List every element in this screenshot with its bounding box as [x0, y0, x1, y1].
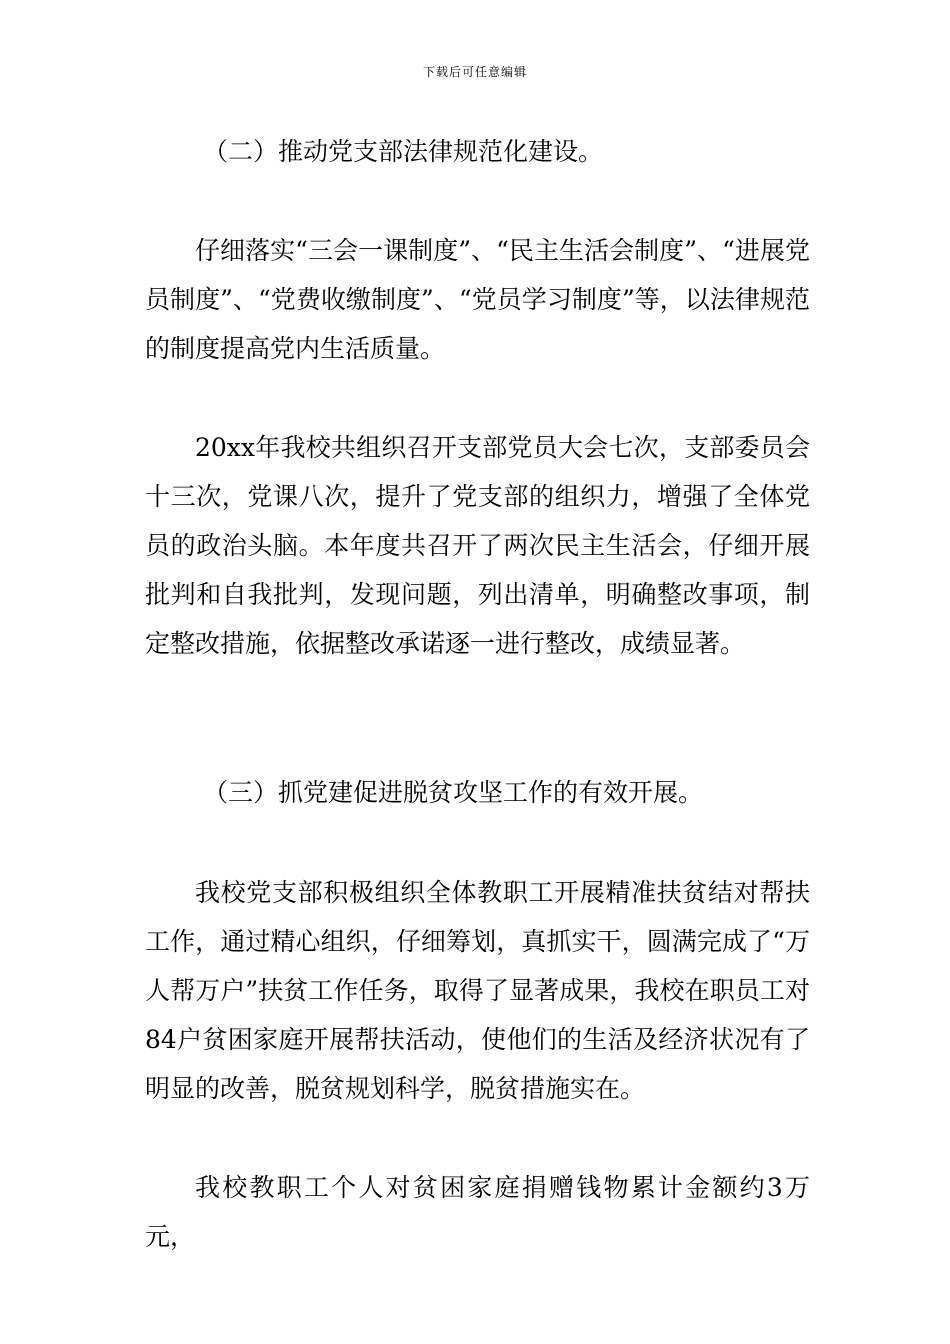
- section-heading-3: （三）抓党建促进脱贫攻坚工作的有效开展。: [203, 778, 704, 807]
- paragraph-donations: 我校教职工个人对贫困家庭捐赠钱物累计金额约3万元，: [145, 1173, 810, 1251]
- page-header: 下载后可任意编辑: [422, 65, 527, 79]
- paragraph-meetings-summary: 20xx年我校共组织召开支部党员大会七次，支部委员会十三次，党课八次，提升了党支部的组织力，增强了全体党员的政治头脑。本年度共召开了两次民主生活会，仔细开展批判和自我批判，发现问题，列出清单，明确整改事项，制定整改措施，依据整改承诺逐一进行整改，成绩显著。: [145, 433, 810, 658]
- paragraph-poverty-alleviation: 我校党支部积极组织全体教职工开展精准扶贫结对帮扶工作，通过精心组织，仔细筹划，真抓实干，圆满完成了“万人帮万户”扶贫工作任务，取得了显著成果，我校在职员工对84户贫困家庭开展帮扶活动，使他们的生活及经济状况有了明显的改善，脱贫规划科学，脱贫措施实在。: [145, 878, 810, 1103]
- paragraph-system-implementation: 仔细落实“三会一课制度”、“民主生活会制度”、“进展党员制度”、“党费收缴制度”、“党员学习制度”等，以法律规范的制度提高党内生活质量。: [145, 236, 810, 363]
- section-heading-2: （二）推动党支部法律规范化建设。: [203, 137, 604, 166]
